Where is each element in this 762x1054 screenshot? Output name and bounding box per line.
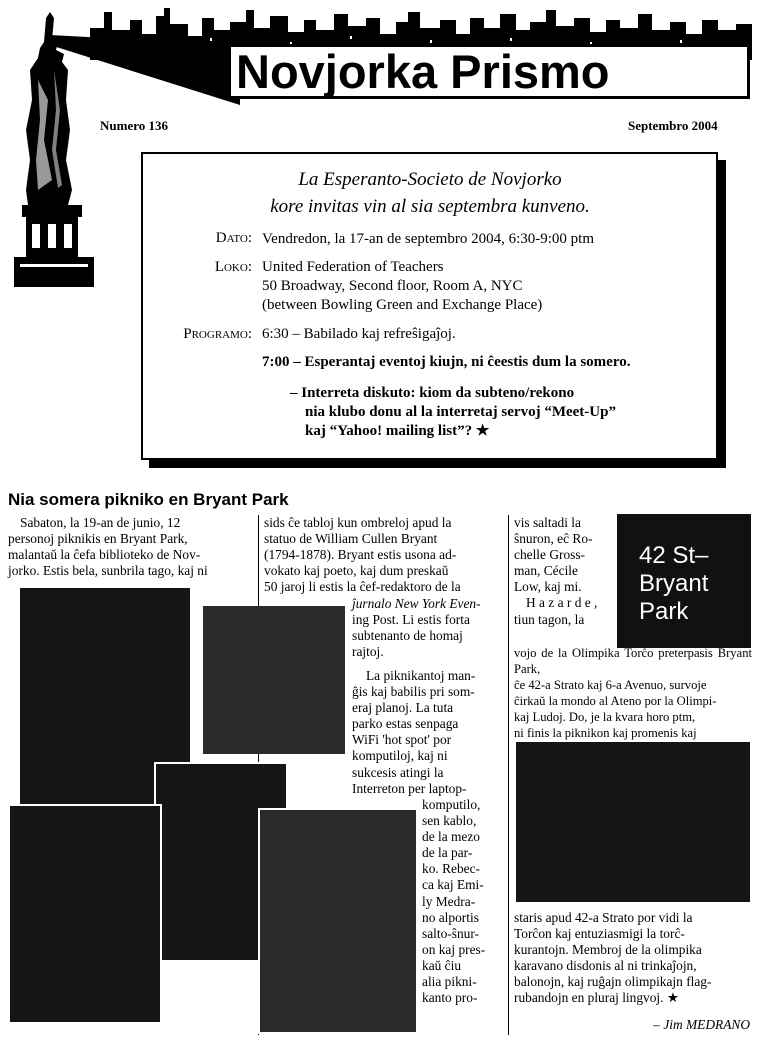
text-line: kanto pro- bbox=[422, 990, 478, 1006]
text-line: no alportis bbox=[422, 909, 479, 925]
issue-number: Numero 136 bbox=[100, 118, 169, 133]
text-line: balonojn, kaj ruĝajn olimpikajn flag- bbox=[514, 974, 712, 990]
text-line: tiun tagon, la bbox=[514, 611, 585, 627]
article-column-2c bbox=[422, 797, 502, 1006]
text-line: rajtoj. bbox=[352, 644, 384, 660]
text-line: ly Medra- bbox=[422, 893, 476, 909]
text-line: komputiloj, kaj ni bbox=[352, 748, 448, 764]
invitation-line-1: La Esperanto-Societo de Novjorko bbox=[298, 169, 562, 190]
text-line: 50 jaroj li estis la ĉef-redaktoro de la bbox=[264, 579, 461, 595]
place-line: 50 Broadway, Second floor, Room A, NYC bbox=[262, 278, 523, 294]
text-line: H a z a r d e , bbox=[526, 595, 598, 611]
text-line: malantaŭ la ĉefa biblioteko de Nov- bbox=[8, 547, 201, 563]
text-line: salto-ŝnur- bbox=[422, 925, 480, 941]
text-line: ing Post. Li estis forta bbox=[352, 612, 470, 628]
article-column-2b bbox=[352, 668, 500, 797]
text-line: komputilo, bbox=[422, 797, 481, 812]
text-line: ĉe 42-a Strato kaj 6-a Avenuo, survoje bbox=[514, 678, 707, 693]
issue-date: Septembro 2004 bbox=[628, 118, 718, 133]
text-line: personoj piknikis en Bryant Park, bbox=[8, 531, 188, 547]
street-sign-photo bbox=[617, 514, 751, 648]
date-label: Dato: bbox=[215, 230, 252, 246]
text-line: kaj Ludoj. Do, je la kvara horo ptm, bbox=[514, 710, 696, 725]
text-line: vojo de la Olimpika Torĉo preterpasis Bryant Park, bbox=[514, 646, 752, 677]
article-byline: – Jim MEDRANO bbox=[653, 1017, 750, 1032]
text-line: La piknikantoj man- bbox=[366, 668, 476, 683]
text-line: de la mezo bbox=[422, 829, 480, 845]
torch-photo bbox=[516, 742, 750, 902]
picnic-photo bbox=[203, 606, 345, 754]
text-line: vis saltadi la bbox=[514, 515, 581, 530]
program-sub-item: nia klubo donu al la interretaj servoj “Meet-Up” bbox=[305, 404, 616, 420]
text-line: ĉirkaŭ la mondo al Ateno por la Olimpi- bbox=[514, 694, 717, 709]
text-line: statuo de William Cullen Bryant bbox=[264, 531, 438, 547]
text-line: staris apud 42-a Strato por vidi la bbox=[514, 910, 693, 925]
text-line: (1794-1878). Bryant estis usona ad- bbox=[264, 547, 457, 563]
text-line: parko estas senpaga bbox=[352, 716, 459, 732]
text-line: Low, kaj mi. bbox=[514, 579, 582, 595]
text-line: jorko. Estis bela, sunbrila tago, kaj ni bbox=[8, 563, 208, 579]
article-column-3a bbox=[514, 515, 610, 628]
article-column-3c bbox=[514, 910, 752, 1007]
newsletter-title: Novjorka Prismo bbox=[236, 45, 610, 98]
text-line: sukcesis atingi la bbox=[352, 764, 444, 780]
sign-line: Park bbox=[639, 598, 689, 625]
text-line: alia pikni- bbox=[422, 974, 477, 990]
text-line: de la par- bbox=[422, 845, 473, 861]
article-title: Nia somera pikniko en Bryant Park bbox=[8, 490, 289, 509]
text-line: Interreton per laptop- bbox=[352, 780, 467, 796]
text-line: ĵurnalo New York Even- bbox=[352, 596, 481, 611]
text-line: karavano disdonis al ni trinkaĵojn, bbox=[514, 958, 697, 974]
text-line: rubandojn en pluraj lingvoj. ★ bbox=[514, 990, 679, 1006]
text-line: ĝis kaj babilis pri som- bbox=[352, 684, 475, 700]
text-line: chelle Gross- bbox=[514, 547, 586, 563]
text-line: sids ĉe tabloj kun ombreloj apud la bbox=[264, 515, 452, 530]
place-line: United Federation of Teachers bbox=[262, 259, 444, 275]
invitation-line-2: kore invitas vin al sia septembra kunveno. bbox=[270, 196, 590, 217]
text-line: ca kaj Emi- bbox=[422, 877, 484, 893]
article-column-3b bbox=[514, 645, 752, 742]
picnic-photo bbox=[8, 804, 162, 1024]
picnic-photo bbox=[258, 808, 418, 1034]
place-label: Loko: bbox=[214, 259, 252, 275]
text-line: Torĉon kaj entuziasmigi la torĉ- bbox=[514, 926, 685, 942]
text-line: ni finis la piknikon kaj promenis kaj bbox=[514, 726, 697, 741]
statue-of-liberty-graphic bbox=[8, 10, 98, 290]
sign-line: Bryant bbox=[639, 570, 709, 597]
text-line: kaŭ ĉiu bbox=[422, 957, 462, 973]
text-line: on kaj pres- bbox=[422, 941, 486, 957]
place-line: (between Bowling Green and Exchange Place) bbox=[262, 297, 543, 313]
article-column-1 bbox=[8, 515, 252, 579]
date-value: Vendredon, la 17-an de septembro 2004, 6:30-9:00 ptm bbox=[262, 231, 595, 247]
program-item: 7:00 – Esperantaj eventoj kiujn, ni ĉeestis dum la somero. bbox=[262, 354, 631, 370]
text-line: ko. Rebec- bbox=[422, 861, 481, 877]
text-line: WiFi 'hot spot' por bbox=[352, 732, 452, 748]
text-line: man, Cécile bbox=[514, 563, 578, 579]
text-line: subtenanto de homaj bbox=[352, 628, 463, 644]
text-line: sen kablo, bbox=[422, 813, 477, 829]
column-rule bbox=[508, 515, 509, 1035]
article-column-2-wrap bbox=[352, 596, 500, 660]
text-line: vokato kaj poeto, kaj dum preskaŭ bbox=[264, 563, 449, 579]
article-column-2 bbox=[264, 515, 500, 595]
program-item: 6:30 – Babilado kaj refreŝigaĵoj. bbox=[262, 326, 456, 342]
program-label: Programo: bbox=[183, 326, 252, 342]
text-line: Sabaton, la 19-an de junio, 12 bbox=[20, 515, 181, 530]
program-sub-item: kaj “Yahoo! mailing list”? ★ bbox=[305, 423, 490, 439]
text-line: kurantojn. Membroj de la olimpika bbox=[514, 942, 702, 958]
sign-line: 42 St– bbox=[639, 542, 709, 569]
program-sub-item: – Interreta diskuto: kiom da subteno/rekono bbox=[290, 385, 575, 401]
text-line: ŝnuron, eĉ Ro- bbox=[514, 531, 593, 547]
text-line: eraj planoj. La tuta bbox=[352, 700, 454, 716]
